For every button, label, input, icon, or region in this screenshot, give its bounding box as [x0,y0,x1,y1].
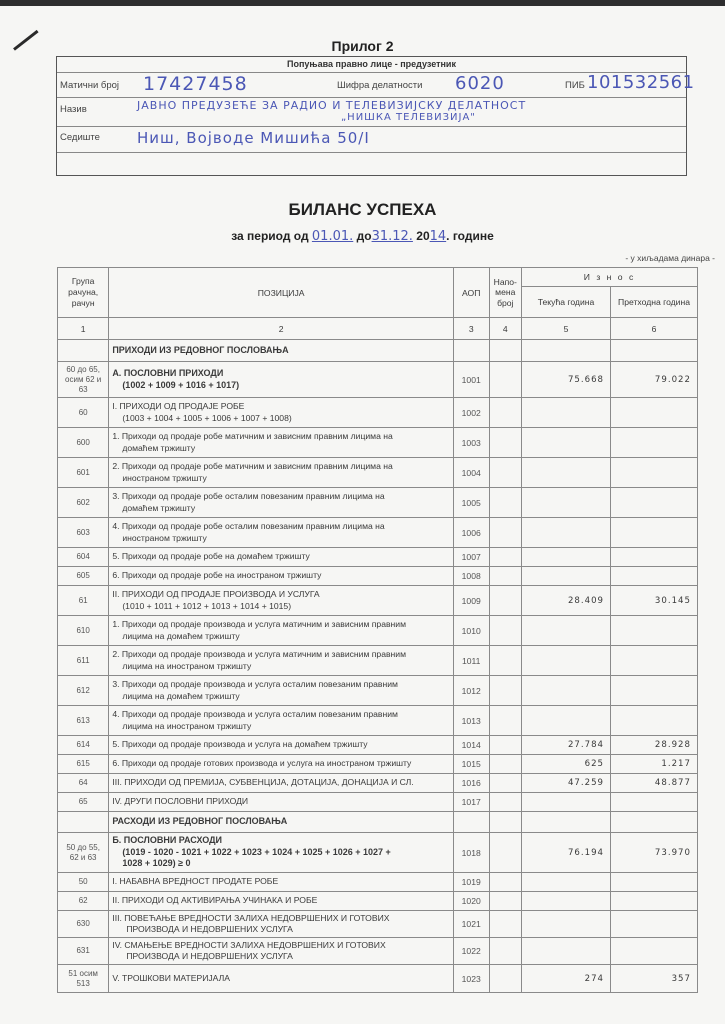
position-sublabel: лицима на домаћем тржишту [122,630,240,641]
position-label: А. ПОСЛОВНИ ПРИХОДИ [112,367,224,378]
position-label: 1. Приходи од продаје робе матичним и зависним правним лицима на [112,431,393,442]
aop-cell [453,812,489,833]
reg-number-field[interactable]: 17427458 [143,73,248,95]
header-row-1 [58,268,698,287]
current-year-cell[interactable] [522,676,611,706]
table-row [58,458,698,488]
previous-year-cell[interactable] [611,616,698,646]
table-row [58,646,698,676]
position-cell [109,812,454,833]
table-row [58,567,698,586]
current-year-cell[interactable] [522,873,611,892]
position-label: 2. Приходи од продаје производа и услуга матичним и зависним правним [112,649,407,660]
note-cell[interactable] [489,812,521,833]
year-prefix: 20 [416,229,430,243]
table-row [58,774,698,793]
activity-code-label: Шифра делатности [337,80,423,91]
seat-label: Седиште [60,132,100,143]
note-cell[interactable] [489,755,521,774]
position-label: II. ПРИХОДИ ОД АКТИВИРАЊА УЧИНАКА И РОБЕ [112,895,318,906]
position-cell [109,892,454,911]
table-row [58,616,698,646]
previous-year-cell[interactable] [611,548,698,567]
previous-year-cell[interactable] [611,938,698,965]
table-row [58,965,698,993]
previous-year-cell[interactable]: 73.970 [611,833,698,873]
current-year-cell[interactable]: 76.194 [522,833,611,873]
section-row [58,340,698,362]
position-sublabel: (1003 + 1004 + 1005 + 1006 + 1007 + 1008) [122,412,292,423]
activity-code-field[interactable]: 6020 [455,73,505,94]
position-sublabel: ПРОИЗВОДА И НЕДОВРШЕНИХ УСЛУГА [126,924,293,934]
position-label: I. ПРИХОДИ ОД ПРОДАЈЕ РОБЕ [112,401,245,412]
table-row [58,398,698,428]
previous-year-cell[interactable] [611,911,698,938]
current-year-cell[interactable] [522,548,611,567]
current-year-cell[interactable] [522,911,611,938]
previous-year-cell[interactable]: 28.928 [611,736,698,755]
aop-cell: 1013 [453,706,489,736]
position-label: III. ПОВЕЋАЊЕ ВРЕДНОСТИ ЗАЛИХА НЕДОВРШЕНИХ И ГОТОВИХ [112,912,390,923]
position-label: 1. Приходи од продаје производа и услуга матичним и зависним правним [112,619,407,630]
position-cell [109,793,454,812]
position-sublabel: лицима на иностраном тржишту [122,660,252,671]
name-field-line1[interactable]: ЈАВНО ПРЕДУЗЕЋЕ ЗА РАДИО И ТЕЛЕВИЗИЈСКУ ДЕЛАТНОСТ [137,99,527,112]
group-cell: 50 до 55, 62 и 63 [58,833,109,873]
previous-year-cell[interactable] [611,398,698,428]
position-sublabel: иностраном тржишту [122,472,207,483]
current-year-cell[interactable]: 47.259 [522,774,611,793]
note-cell[interactable] [489,965,521,993]
aop-cell: 1018 [453,833,489,873]
current-year-cell[interactable] [522,428,611,458]
note-cell[interactable] [489,938,521,965]
current-year-cell[interactable] [522,488,611,518]
header-previous-year: Претходна година [611,287,698,318]
position-sublabel: (1010 + 1011 + 1012 + 1013 + 1014 + 1015) [122,600,292,611]
previous-year-cell[interactable] [611,706,698,736]
group-cell: 613 [58,706,109,736]
aop-cell: 1009 [453,586,489,616]
group-cell: 610 [58,616,109,646]
aop-cell: 1023 [453,965,489,993]
position-sublabel: (1019 - 1020 - 1021 + 1022 + 1023 + 1024 + 1025 + 1026 + 1027 + [122,846,391,857]
table-row [58,518,698,548]
empty-row [57,153,686,175]
year-field[interactable]: 14 [429,229,447,244]
table-row [58,938,698,965]
table-row [58,428,698,458]
previous-year-cell[interactable] [611,646,698,676]
aop-cell: 1011 [453,646,489,676]
col-number: 3 [453,318,489,340]
table-row [58,873,698,892]
filled-by-label: Попуњава правно лице - предузетник [287,59,456,69]
column-numbers-row [58,318,698,340]
col-number: 5 [522,318,611,340]
position-sublabel: домаћем тржишту [122,502,196,513]
previous-year-cell[interactable]: 48.877 [611,774,698,793]
position-label: Б. ПОСЛОВНИ РАСХОДИ [112,834,222,845]
group-cell [58,812,109,833]
attachment-title: Прилог 2 [331,38,394,54]
current-year-cell[interactable] [522,340,611,362]
aop-cell [453,340,489,362]
group-cell: 61 [58,586,109,616]
position-cell [109,518,454,548]
note-cell[interactable] [489,548,521,567]
position-label: 5. Приходи од продаје производа и услуга на домаћем тржишту [112,739,368,750]
period-to-field[interactable]: 31.12. [371,229,413,244]
table-row [58,586,698,616]
position-cell [109,646,454,676]
group-cell: 600 [58,428,109,458]
current-year-cell[interactable] [522,793,611,812]
aop-cell: 1022 [453,938,489,965]
position-cell [109,428,454,458]
current-year-cell[interactable]: 27.784 [522,736,611,755]
aop-cell: 1002 [453,398,489,428]
position-sublabel: лицима на домаћем тржишту [122,690,240,701]
position-label: РАСХОДИ ИЗ РЕДОВНОГ ПОСЛОВАЊА [112,816,288,827]
position-sublabel: иностраном тржишту [122,532,207,543]
current-year-cell[interactable] [522,938,611,965]
previous-year-cell[interactable] [611,793,698,812]
group-cell: 605 [58,567,109,586]
note-cell[interactable] [489,340,521,362]
name-field-line2[interactable]: „НИШКА ТЕЛЕВИЗИЈА" [341,112,476,123]
position-sublabel: 1028 + 1029) ≥ 0 [122,858,191,869]
col-number: 2 [109,318,454,340]
table-row [58,706,698,736]
position-cell [109,616,454,646]
note-cell[interactable] [489,428,521,458]
previous-year-cell[interactable]: 79.022 [611,362,698,398]
position-cell [109,548,454,567]
period-from-field[interactable]: 01.01. [311,229,354,244]
group-cell: 51 осим 513 [58,965,109,993]
scan-edge [0,0,725,6]
position-label: I. НАБАВНА ВРЕДНОСТ ПРОДАТЕ РОБЕ [112,876,279,887]
aop-cell: 1021 [453,911,489,938]
previous-year-cell[interactable] [611,458,698,488]
aop-cell: 1006 [453,518,489,548]
name-label: Назив [60,104,87,115]
position-cell [109,567,454,586]
note-cell[interactable] [489,398,521,428]
aop-cell: 1015 [453,755,489,774]
note-cell[interactable] [489,567,521,586]
group-cell: 602 [58,488,109,518]
filled-by-row [57,57,686,73]
position-cell [109,676,454,706]
header-current-year: Текућа година [522,287,611,318]
name-row [57,98,686,127]
position-sublabel: (1002 + 1009 + 1016 + 1017) [122,379,240,390]
note-cell[interactable] [489,676,521,706]
position-sublabel: лицима на иностраном тржишту [122,720,252,731]
table-row [58,755,698,774]
previous-year-cell[interactable] [611,428,698,458]
group-cell: 614 [58,736,109,755]
note-cell[interactable] [489,586,521,616]
position-cell [109,873,454,892]
table-row [58,362,698,398]
position-label: IV. ДРУГИ ПОСЛОВНИ ПРИХОДИ [112,796,249,807]
current-year-cell[interactable] [522,706,611,736]
note-cell[interactable] [489,736,521,755]
table-row [58,676,698,706]
group-cell: 611 [58,646,109,676]
position-cell [109,362,454,398]
note-cell[interactable] [489,873,521,892]
current-year-cell[interactable] [522,646,611,676]
position-cell [109,938,454,965]
position-label: ПРИХОДИ ИЗ РЕДОВНОГ ПОСЛОВАЊА [112,344,289,355]
previous-year-cell[interactable] [611,340,698,362]
period-line [0,229,725,244]
note-cell[interactable] [489,833,521,873]
table-row [58,736,698,755]
reg-number-label: Матични број [60,80,120,91]
group-cell: 603 [58,518,109,548]
current-year-cell[interactable] [522,458,611,488]
table-row [58,793,698,812]
group-cell: 50 [58,873,109,892]
aop-cell: 1010 [453,616,489,646]
position-cell [109,398,454,428]
table-row [58,911,698,938]
position-label: 5. Приходи од продаје робе на домаћем тржишту [112,551,310,562]
position-label: 3. Приходи од продаје робе осталим повезаним правним лицима на [112,491,385,502]
aop-cell: 1005 [453,488,489,518]
col-number: 4 [489,318,521,340]
aop-cell: 1012 [453,676,489,706]
position-label: IV. СМАЊЕЊЕ ВРЕДНОСТИ ЗАЛИХА НЕДОВРШЕНИХ И ГОТОВИХ [112,939,386,950]
header-position: ПОЗИЦИЈА [109,268,454,318]
position-label: 6. Приходи од продаје готових производа и услуга на иностраном тржишту [112,758,412,769]
seat-row [57,127,686,153]
position-label: 2. Приходи од продаје робе матичним и зависним правним лицима на [112,461,393,472]
company-info-box [56,56,695,176]
previous-year-cell[interactable] [611,676,698,706]
period-prefix: за период од [231,229,309,243]
group-cell: 630 [58,911,109,938]
previous-year-cell[interactable] [611,873,698,892]
note-cell[interactable] [489,616,521,646]
note-cell[interactable] [489,362,521,398]
position-cell [109,774,454,793]
current-year-cell[interactable] [522,398,611,428]
aop-cell: 1020 [453,892,489,911]
table-row [58,892,698,911]
aop-cell: 1004 [453,458,489,488]
group-cell: 65 [58,793,109,812]
current-year-cell[interactable] [522,892,611,911]
col-number: 1 [58,318,109,340]
tax-id-label: ПИБ [565,80,585,91]
period-suffix: . године [446,229,494,243]
group-cell: 62 [58,892,109,911]
col-number: 6 [611,318,698,340]
position-cell [109,833,454,873]
position-cell [109,340,454,362]
group-cell: 631 [58,938,109,965]
note-cell[interactable] [489,706,521,736]
group-cell [58,340,109,362]
group-cell: 60 до 65, осим 62 и 63 [58,362,109,398]
current-year-cell[interactable] [522,567,611,586]
header-aop: АОП [453,268,489,318]
table-row [58,548,698,567]
previous-year-cell[interactable] [611,812,698,833]
group-cell: 601 [58,458,109,488]
note-cell[interactable] [489,793,521,812]
aop-cell: 1008 [453,567,489,586]
unit-note: - у хиљадама динара - [625,253,715,263]
current-year-cell[interactable]: 75.668 [522,362,611,398]
group-cell: 615 [58,755,109,774]
position-label: 6. Приходи од продаје робе на иностраном тржишту [112,570,322,581]
previous-year-cell[interactable] [611,488,698,518]
tax-id-field[interactable]: 101532561 [587,72,695,93]
aop-cell: 1001 [453,362,489,398]
position-cell [109,586,454,616]
previous-year-cell[interactable]: 1.217 [611,755,698,774]
aop-cell: 1014 [453,736,489,755]
position-label: 4. Приходи од продаје робе осталим повезаним правним лицима на [112,521,385,532]
group-cell: 612 [58,676,109,706]
note-cell[interactable] [489,646,521,676]
previous-year-cell[interactable] [611,567,698,586]
current-year-cell[interactable]: 625 [522,755,611,774]
note-cell[interactable] [489,488,521,518]
note-cell[interactable] [489,892,521,911]
previous-year-cell[interactable] [611,518,698,548]
position-cell [109,458,454,488]
position-label: 3. Приходи од продаје производа и услуга осталим повезаним правним [112,679,398,690]
note-cell[interactable] [489,911,521,938]
group-cell: 60 [58,398,109,428]
section-row [58,812,698,833]
position-label: 4. Приходи од продаје производа и услуга осталим повезаним правним [112,709,398,720]
position-sublabel: домаћем тржишту [122,442,196,453]
table-row [58,488,698,518]
id-row [57,72,695,98]
previous-year-cell[interactable]: 357 [611,965,698,993]
position-label: III. ПРИХОДИ ОД ПРЕМИЈА, СУБВЕНЦИЈА, ДОТАЦИЈА, ДОНАЦИЈА И СЛ. [112,777,414,788]
position-cell [109,911,454,938]
note-cell[interactable] [489,518,521,548]
previous-year-cell[interactable]: 30.145 [611,586,698,616]
income-statement-table [57,267,698,993]
position-cell [109,755,454,774]
previous-year-cell[interactable] [611,892,698,911]
current-year-cell[interactable] [522,812,611,833]
position-sublabel: ПРОИЗВОДА И НЕДОВРШЕНИХ УСЛУГА [126,951,293,961]
aop-cell: 1003 [453,428,489,458]
header-amount: И з н о с [522,268,698,287]
note-cell[interactable] [489,774,521,793]
aop-cell: 1019 [453,873,489,892]
table-row [58,833,698,873]
group-cell: 64 [58,774,109,793]
period-to-label: до [356,229,372,243]
aop-cell: 1007 [453,548,489,567]
current-year-cell[interactable]: 274 [522,965,611,993]
position-cell [109,736,454,755]
position-cell [109,488,454,518]
aop-cell: 1016 [453,774,489,793]
position-cell [109,965,454,993]
document-title: БИЛАНС УСПЕХА [288,200,437,219]
position-label: V. ТРОШКОВИ МАТЕРИЈАЛА [112,972,230,983]
position-cell [109,706,454,736]
aop-cell: 1017 [453,793,489,812]
current-year-cell[interactable] [522,616,611,646]
note-cell[interactable] [489,458,521,488]
group-cell: 604 [58,548,109,567]
position-label: II. ПРИХОДИ ОД ПРОДАЈЕ ПРОИЗВОДА И УСЛУГА [112,589,320,600]
current-year-cell[interactable]: 28.409 [522,586,611,616]
header-group: Група рачуна, рачун [58,268,109,318]
header-note: Напо-мена број [489,268,521,318]
current-year-cell[interactable] [522,518,611,548]
seat-field[interactable]: Ниш, Војводе Мишића 50/I [137,129,370,147]
